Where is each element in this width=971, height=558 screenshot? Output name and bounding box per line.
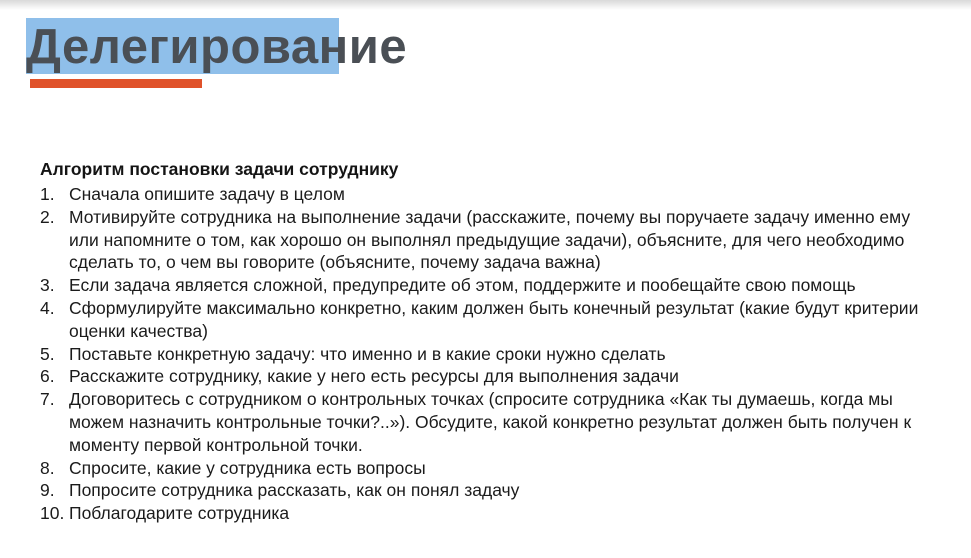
list-item-text: Мотивируйте сотрудника на выполнение задачи (расскажите, почему вы поручаете задачу именно ему или напомните о том, как хорошо он выполнял предыдущие задачи), объясните, для чего необходимо сделать то, о чем вы говорите (объясните, почему задача важна) (69, 206, 911, 273)
list-item-text: Договоритесь с сотрудником о контрольных точках (спросите сотрудника «Как ты думаешь, когда мы можем назначить контрольные точки?..»). Обсудите, какой конкретно результат должен быть получен к моменту первой контрольной точки. (69, 389, 912, 455)
list-item-text: Если задача является сложной, предупредите об этом, поддержите и пообещайте свою помощь (69, 275, 856, 296)
list-item-number: 2. (40, 206, 55, 227)
list-item-number: 6. (40, 366, 55, 387)
list-item-text: Спросите, какие у сотрудника есть вопросы (69, 457, 426, 478)
algorithm-heading: Алгоритм постановки задачи сотруднику (40, 159, 399, 179)
list-item (40, 479, 940, 502)
list-item-text: Сначала опишите задачу в целом (69, 184, 345, 204)
list-item-number: 10. (40, 503, 65, 524)
list-item (40, 343, 940, 366)
list-item-number: 3. (40, 275, 55, 296)
list-item (40, 388, 940, 456)
slide-body (40, 158, 940, 525)
list-item (40, 502, 940, 525)
list-item-number: 7. (40, 389, 55, 410)
list-item (40, 183, 940, 206)
list-item (40, 206, 940, 274)
window-top-shadow (0, 0, 971, 10)
list-item-text: Поставьте конкретную задачу: что именно и в какие сроки нужно сделать (69, 343, 666, 364)
list-item-text: Поблагодарите сотрудника (69, 503, 290, 524)
list-item-number: 4. (40, 297, 55, 318)
list-item-text: Расскажите сотруднику, какие у него есть ресурсы для выполнения задачи (69, 366, 679, 387)
list-item-number: 8. (40, 457, 55, 478)
list-item-number: 9. (40, 480, 55, 501)
list-item (40, 274, 940, 297)
list-item-text: Сформулируйте максимально конкретно, каким должен быть конечный результат (какие будут критерии оценки качества) (69, 297, 919, 341)
list-item (40, 297, 940, 343)
list-item-number: 5. (40, 343, 55, 364)
list-item (40, 457, 940, 480)
title-block (26, 18, 407, 78)
list-item-text: Попросите сотрудника рассказать, как он понял задачу (69, 480, 520, 501)
slide-title[interactable]: Делегирование (26, 20, 408, 74)
steps-list (40, 183, 940, 525)
list-item-number: 1. (40, 184, 55, 204)
list-item (40, 365, 940, 388)
title-accent-bar (30, 79, 202, 88)
